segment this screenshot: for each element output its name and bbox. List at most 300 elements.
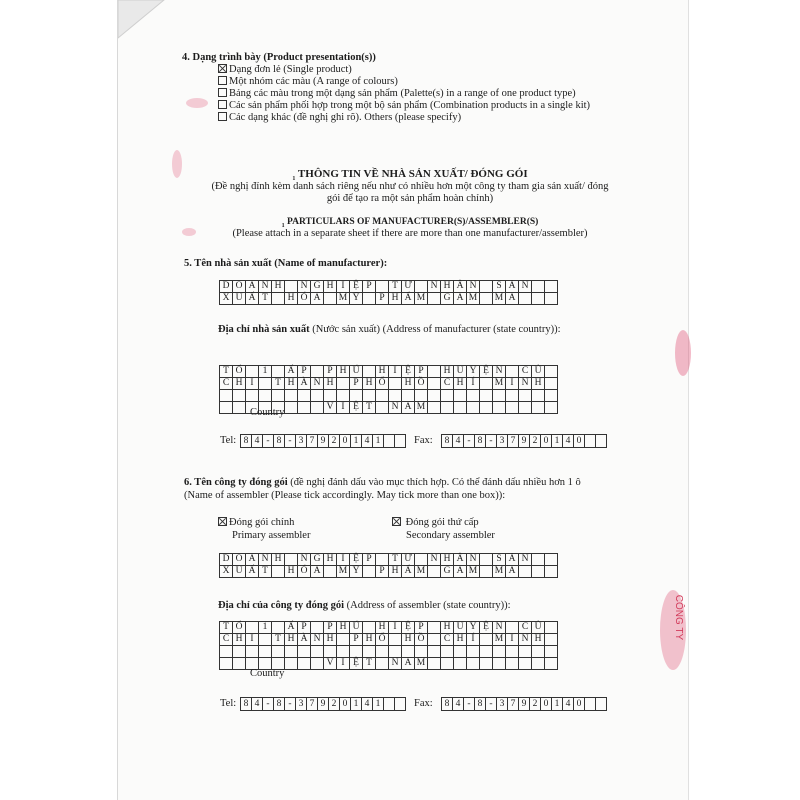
letter-cell: A (246, 281, 259, 293)
letter-cell: M (493, 634, 506, 646)
digit-cell: 0 (574, 698, 585, 710)
letter-cell (532, 646, 545, 658)
digit-cell: 9 (519, 435, 530, 447)
letter-cell: Ệ (480, 366, 493, 378)
digit-cell: 4 (252, 435, 263, 447)
presentation-option[interactable] (218, 88, 576, 100)
letter-cell (519, 293, 532, 305)
letter-cell: H (285, 566, 298, 578)
letter-cell (480, 554, 493, 566)
letter-cell: Ệ (402, 622, 415, 634)
digit-cell: 1 (351, 435, 362, 447)
letter-cell (402, 646, 415, 658)
manufacturer-note-vi-2: gói để tạo ra một sản phẩm hoàn chỉnh) (326, 193, 494, 204)
letter-cell: P (350, 634, 363, 646)
tel-label: Tel: (220, 435, 237, 446)
digit-cell: 1 (351, 698, 362, 710)
letter-cell: H (441, 366, 454, 378)
digit-cell: 7 (508, 698, 519, 710)
digit-cell: 1 (552, 435, 563, 447)
letter-cell: Ệ (350, 281, 363, 293)
letter-cell: G (441, 566, 454, 578)
presentation-option[interactable] (218, 64, 352, 76)
digit-cell: 0 (541, 698, 552, 710)
letter-cell: M (467, 566, 480, 578)
letter-cell (285, 658, 298, 670)
letter-cell (272, 622, 285, 634)
letter-cell: P (350, 378, 363, 390)
letter-cell: M (415, 402, 428, 414)
letter-cell: N (519, 554, 532, 566)
letter-cell: A (454, 293, 467, 305)
checkbox-icon[interactable] (218, 76, 227, 85)
digit-cell: 4 (453, 435, 464, 447)
letter-cell (363, 566, 376, 578)
country-label: Country (250, 407, 285, 418)
letter-cell: H (324, 281, 337, 293)
letter-cell (545, 390, 558, 402)
manufacturer-name-grid (219, 280, 558, 305)
letter-cell (545, 658, 558, 670)
letter-cell (246, 646, 259, 658)
letter-cell (272, 646, 285, 658)
letter-cell: N (311, 378, 324, 390)
letter-cell (389, 378, 402, 390)
option-label: Các sản phẩm phối hợp trong một bộ sản phẩm (Combination products in a single kit) (229, 100, 591, 111)
letter-cell: M (493, 293, 506, 305)
letter-cell: H (454, 634, 467, 646)
digit-cell: 9 (318, 698, 329, 710)
letter-cell (480, 634, 493, 646)
letter-cell (428, 646, 441, 658)
letter-cell (415, 554, 428, 566)
digit-cell (585, 698, 596, 710)
digit-cell: - (486, 698, 497, 710)
letter-cell: M (415, 293, 428, 305)
letter-cell (285, 402, 298, 414)
letter-cell (506, 622, 519, 634)
letter-cell (415, 646, 428, 658)
letter-cell: A (454, 566, 467, 578)
letter-cell (298, 646, 311, 658)
letter-cell (311, 390, 324, 402)
digit-cell (384, 698, 395, 710)
letter-cell: I (506, 634, 519, 646)
letter-cell: P (324, 622, 337, 634)
digit-cell: 9 (318, 435, 329, 447)
letter-cell: N (493, 622, 506, 634)
letter-cell: H (324, 378, 337, 390)
letter-cell: G (311, 281, 324, 293)
letter-cell (428, 293, 441, 305)
digit-cell: 0 (340, 435, 351, 447)
letter-cell (285, 281, 298, 293)
letter-cell: I (337, 281, 350, 293)
fax-label: Fax: (414, 435, 433, 446)
letter-cell (519, 402, 532, 414)
letter-cell (480, 390, 493, 402)
letter-cell (428, 634, 441, 646)
letter-cell (480, 566, 493, 578)
digit-cell: - (285, 435, 296, 447)
letter-cell (480, 658, 493, 670)
letter-cell (233, 390, 246, 402)
letter-cell (441, 658, 454, 670)
checkbox-checked-icon[interactable] (218, 64, 227, 73)
letter-cell: H (389, 293, 402, 305)
fax-label: Fax: (414, 698, 433, 709)
digit-cell: 8 (274, 698, 285, 710)
letter-cell (545, 554, 558, 566)
letter-cell: C (519, 366, 532, 378)
letter-cell: I (246, 378, 259, 390)
letter-cell: X (220, 566, 233, 578)
letter-cell: N (493, 366, 506, 378)
digit-cell: 4 (252, 698, 263, 710)
letter-cell: N (259, 281, 272, 293)
digit-cell: 3 (497, 698, 508, 710)
letter-cell (441, 390, 454, 402)
manufacturer-title-en: $_1$ PARTICULARS OF MANUFACTURER(S)/ASSEMBLER(S) (281, 217, 539, 229)
letter-cell (259, 378, 272, 390)
option-label: Các dạng khác (đề nghị ghi rõ). Others (please specify) (229, 112, 462, 123)
digit-cell: - (486, 435, 497, 447)
letter-cell: U (233, 293, 246, 305)
letter-cell: I (389, 366, 402, 378)
letter-cell: Ó (298, 293, 311, 305)
presentation-option[interactable] (218, 100, 590, 112)
letter-cell: 1 (259, 366, 272, 378)
letter-cell: À (298, 378, 311, 390)
letter-cell (519, 658, 532, 670)
letter-cell: Ấ (246, 566, 259, 578)
letter-cell: O (233, 281, 246, 293)
letter-cell: U (233, 566, 246, 578)
letter-cell: A (311, 566, 324, 578)
letter-cell (506, 402, 519, 414)
letter-cell (298, 402, 311, 414)
letter-cell (220, 402, 233, 414)
tel-field (240, 434, 406, 448)
letter-cell (532, 293, 545, 305)
fax-field (441, 697, 607, 711)
letter-cell: Ệ (350, 402, 363, 414)
digit-cell (395, 698, 405, 710)
letter-cell: Í (467, 378, 480, 390)
digit-cell: - (263, 698, 274, 710)
letter-cell (363, 390, 376, 402)
letter-cell: Ệ (402, 366, 415, 378)
letter-cell (337, 390, 350, 402)
letter-cell: A (506, 293, 519, 305)
letter-cell: H (454, 378, 467, 390)
digit-cell: 2 (329, 698, 340, 710)
letter-cell: H (376, 366, 389, 378)
letter-cell: X (220, 293, 233, 305)
letter-cell (337, 646, 350, 658)
letter-cell: À (298, 634, 311, 646)
letter-cell: A (506, 566, 519, 578)
letter-cell (376, 658, 389, 670)
letter-cell: U (454, 622, 467, 634)
letter-cell (545, 378, 558, 390)
letter-cell (532, 554, 545, 566)
letter-cell: T (220, 622, 233, 634)
digit-cell: 1 (373, 698, 384, 710)
option-label: Một nhóm các màu (A range of colours) (229, 76, 398, 87)
letter-cell (545, 281, 558, 293)
letter-cell: H (363, 378, 376, 390)
ink-smear (186, 98, 208, 108)
digit-cell: 4 (563, 435, 574, 447)
section5-title: 5. Tên nhà sản xuất (Name of manufacturer): (184, 258, 388, 269)
letter-cell (454, 402, 467, 414)
letter-cell (220, 658, 233, 670)
digit-cell (585, 435, 596, 447)
letter-cell (324, 390, 337, 402)
letter-cell (363, 622, 376, 634)
letter-cell: Ả (506, 554, 519, 566)
letter-cell: P (363, 554, 376, 566)
letter-cell: D (220, 554, 233, 566)
letter-cell: T (389, 281, 402, 293)
letter-cell: P (298, 622, 311, 634)
letter-cell: Ủ (532, 622, 545, 634)
letter-cell: M (467, 293, 480, 305)
manufacturer-note-en: (Please attach in a separate sheet if there are more than one manufacturer/assembler) (232, 228, 588, 239)
letter-cell: A (402, 658, 415, 670)
letter-cell: Ổ (233, 366, 246, 378)
letter-cell: T (272, 634, 285, 646)
assembler-address-label: Địa chỉ của công ty đóng gói (Address of assembler (state country)): (218, 600, 511, 611)
letter-cell: Ư (402, 281, 415, 293)
option-label: Bảng các màu trong một dạng sản phẩm (Palette(s) in a range of one product type) (229, 88, 576, 99)
letter-cell (350, 646, 363, 658)
manufacturer-note-vi-1: (Đề nghị đính kèm danh sách riêng nếu như có nhiều hơn một công ty tham gia sản xuất/ đóng (211, 181, 609, 192)
letter-cell: C (441, 378, 454, 390)
letter-cell: Ấ (246, 293, 259, 305)
letter-cell: O (233, 554, 246, 566)
letter-cell (220, 390, 233, 402)
letter-cell: N (519, 281, 532, 293)
letter-cell (519, 390, 532, 402)
digit-cell: 0 (340, 698, 351, 710)
digit-cell: 9 (519, 698, 530, 710)
letter-cell (285, 390, 298, 402)
digit-cell: 4 (362, 698, 373, 710)
letter-cell (376, 281, 389, 293)
digit-cell: 8 (442, 435, 453, 447)
digit-cell: 3 (296, 698, 307, 710)
letter-cell: Ẩ (402, 566, 415, 578)
digit-cell: 2 (530, 435, 541, 447)
letter-cell: M (493, 378, 506, 390)
letter-cell: I (246, 634, 259, 646)
digit-cell: 0 (574, 435, 585, 447)
digit-cell: 8 (475, 435, 486, 447)
letter-cell (480, 281, 493, 293)
letter-cell (311, 402, 324, 414)
letter-cell (480, 402, 493, 414)
letter-cell: T (363, 658, 376, 670)
digit-cell: 8 (442, 698, 453, 710)
letter-cell: M (415, 566, 428, 578)
digit-cell: 4 (362, 435, 373, 447)
digit-cell (596, 435, 606, 447)
checkbox-icon[interactable] (218, 112, 227, 121)
letter-cell (506, 646, 519, 658)
letter-cell: M (337, 566, 350, 578)
letter-cell (389, 646, 402, 658)
checkbox-icon[interactable] (218, 88, 227, 97)
letter-cell (467, 402, 480, 414)
tel-label: Tel: (220, 698, 237, 709)
letter-cell (441, 402, 454, 414)
primary-assembler-en: Primary assembler (232, 530, 311, 541)
digit-cell: - (464, 698, 475, 710)
letter-cell (545, 366, 558, 378)
digit-cell: - (263, 435, 274, 447)
letter-cell (532, 281, 545, 293)
letter-cell: N (311, 634, 324, 646)
letter-cell: H (285, 634, 298, 646)
letter-cell: Ỹ (350, 566, 363, 578)
letter-cell: C (220, 634, 233, 646)
section6-title-en: (Name of assembler (Please tick accordingly. May tick more than one box)): (184, 490, 506, 501)
letter-cell: Ẩ (402, 293, 415, 305)
letter-cell: H (233, 378, 246, 390)
letter-cell (376, 646, 389, 658)
letter-cell (545, 622, 558, 634)
checkbox-checked-icon[interactable] (392, 517, 401, 526)
manufacturer-address-label: Địa chỉ nhà sản xuất (Nước sản xuất) (Address of manufacturer (state country)): (218, 324, 561, 335)
letter-cell: M (493, 566, 506, 578)
letter-cell: Ấ (285, 622, 298, 634)
letter-cell: T (259, 293, 272, 305)
letter-cell (467, 646, 480, 658)
letter-cell (519, 646, 532, 658)
letter-cell (337, 378, 350, 390)
letter-cell (402, 390, 415, 402)
letter-cell: H (285, 293, 298, 305)
letter-cell: N (298, 281, 311, 293)
option-label: Dạng đơn lẻ (Single product) (229, 64, 352, 75)
letter-cell: H (389, 566, 402, 578)
letter-cell: H (272, 554, 285, 566)
checkbox-icon[interactable] (218, 100, 227, 109)
letter-cell: Ủ (532, 366, 545, 378)
letter-cell: P (376, 566, 389, 578)
letter-cell: S (493, 554, 506, 566)
digit-cell: 3 (497, 435, 508, 447)
letter-cell (415, 390, 428, 402)
letter-cell: I (506, 378, 519, 390)
letter-cell (350, 390, 363, 402)
letter-cell (480, 293, 493, 305)
digit-cell: 2 (329, 435, 340, 447)
letter-cell: P (324, 366, 337, 378)
letter-cell: I (337, 402, 350, 414)
letter-cell (480, 378, 493, 390)
letter-cell (233, 658, 246, 670)
letter-cell: Ệ (350, 554, 363, 566)
letter-cell (467, 390, 480, 402)
letter-cell: U (454, 366, 467, 378)
letter-cell: P (415, 366, 428, 378)
manufacturer-title-vi: $_1$ THÔNG TIN VỀ NHÀ SẢN XUẤT/ ĐÓNG GÓI (292, 168, 528, 183)
digit-cell (384, 435, 395, 447)
letter-cell (532, 390, 545, 402)
letter-cell: M (337, 293, 350, 305)
letter-cell (415, 281, 428, 293)
letter-cell: Y (467, 366, 480, 378)
letter-cell (493, 658, 506, 670)
letter-cell: T (259, 566, 272, 578)
digit-cell: 1 (373, 435, 384, 447)
presentation-option[interactable] (218, 76, 398, 88)
letter-cell: N (259, 554, 272, 566)
digit-cell (395, 435, 405, 447)
letter-cell (545, 634, 558, 646)
letter-cell (506, 390, 519, 402)
presentation-option[interactable] (218, 112, 461, 124)
fax-field (441, 434, 607, 448)
digit-cell: 8 (241, 435, 252, 447)
letter-cell: Ổ (233, 622, 246, 634)
letter-cell (324, 293, 337, 305)
letter-cell (259, 634, 272, 646)
letter-cell: T (363, 402, 376, 414)
letter-cell (233, 646, 246, 658)
letter-cell: V (324, 402, 337, 414)
letter-cell: P (415, 622, 428, 634)
letter-cell: H (441, 622, 454, 634)
checkbox-checked-icon[interactable] (218, 517, 227, 526)
digit-cell: - (285, 698, 296, 710)
letter-cell (246, 366, 259, 378)
letter-cell (259, 646, 272, 658)
letter-cell: C (220, 378, 233, 390)
letter-cell (428, 622, 441, 634)
letter-cell (545, 293, 558, 305)
letter-cell (311, 646, 324, 658)
digit-cell: 8 (475, 698, 486, 710)
letter-cell (532, 566, 545, 578)
primary-assembler-option[interactable]: Đóng gói chính (218, 517, 294, 529)
letter-cell (480, 646, 493, 658)
letter-cell (428, 658, 441, 670)
digit-cell (596, 698, 606, 710)
letter-cell: Ả (506, 281, 519, 293)
letter-cell: H (402, 378, 415, 390)
letter-cell: P (298, 366, 311, 378)
section4-title: 4. Dạng trình bày (Product presentation(s)) (182, 52, 376, 63)
secondary-assembler-option[interactable]: Đóng gói thứ cấp (392, 517, 479, 529)
letter-cell: H (324, 554, 337, 566)
letter-cell (298, 390, 311, 402)
letter-cell: H (324, 634, 337, 646)
letter-cell (285, 554, 298, 566)
letter-cell: N (298, 554, 311, 566)
letter-cell: Ấ (285, 366, 298, 378)
letter-cell: H (233, 634, 246, 646)
country-label: Country (250, 668, 285, 679)
letter-cell (285, 646, 298, 658)
letter-cell: A (311, 293, 324, 305)
letter-cell (259, 390, 272, 402)
letter-cell: Ệ (350, 658, 363, 670)
letter-cell (428, 402, 441, 414)
